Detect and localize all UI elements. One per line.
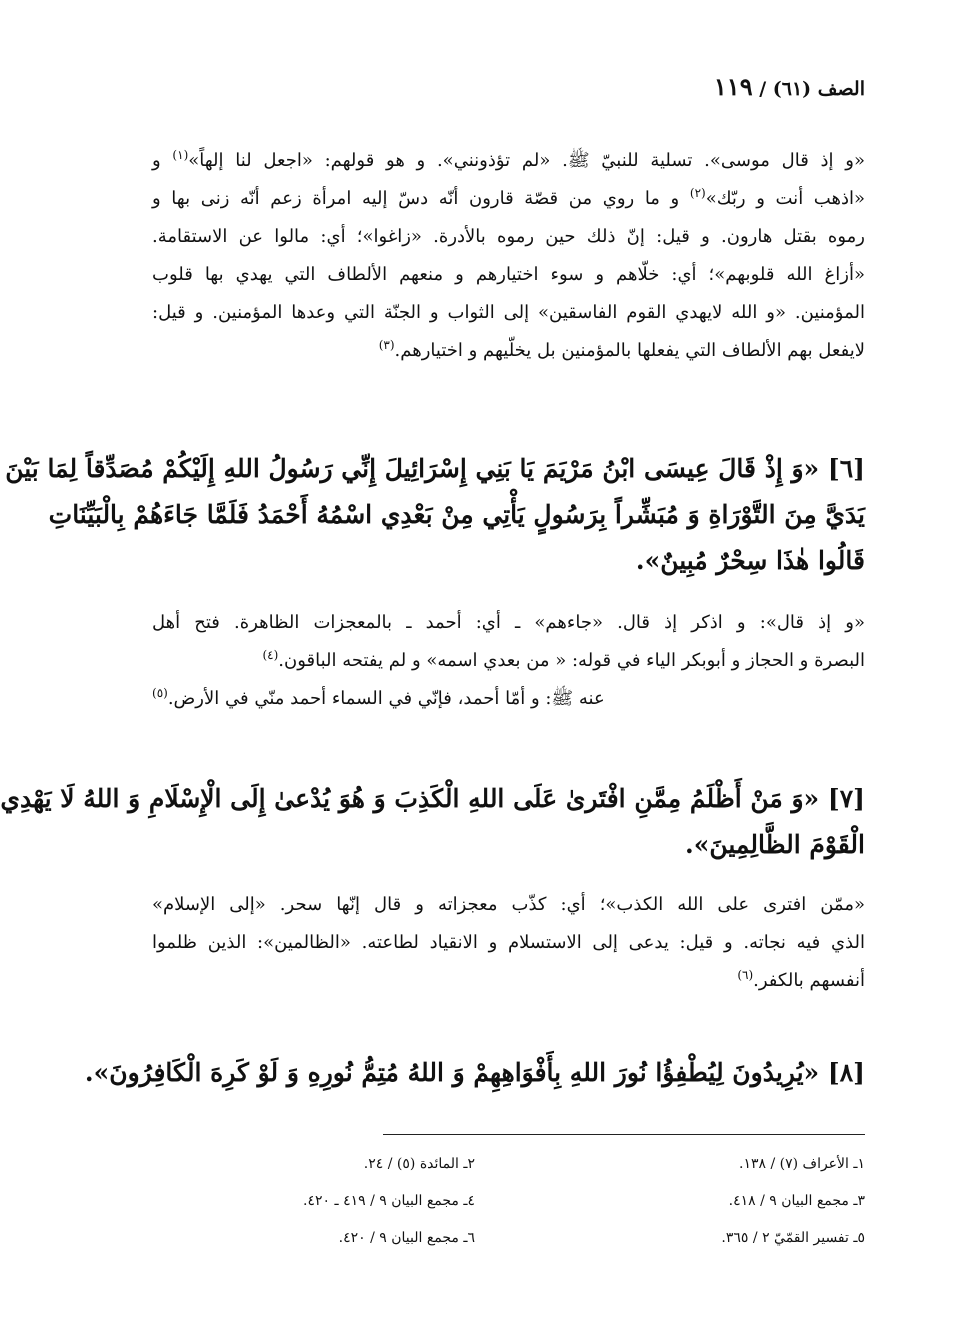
text-line: الذي فيه نجاته. و قيل: يدعى إلى الاستسلام و الانقياد لطاعته. «الظالمين»: الذين ظلموا (152, 932, 865, 953)
footnote-marker: (٥) (152, 686, 168, 700)
commentary-paragraph-3 (152, 886, 865, 1000)
footnote-marker: (٦) (737, 968, 754, 982)
footnote-1: ١ـ الأعراف (٧) / ١٣٨. (739, 1156, 865, 1172)
page-number: ١١٩ (713, 72, 753, 101)
quran-verse-7 (0, 776, 865, 868)
text-line: أنفسهم بالكفر.$^{(٦)}$ (737, 968, 865, 991)
text-line: «و إذ قال موسى». تسلية للنبيّ ﷺ. «لم تؤذونني». و هو قولهم: «اجعل لنا إلهاً»$^{(١)}$ و (152, 148, 865, 171)
commentary-paragraph-1 (152, 142, 865, 370)
verse-line: [٦] «وَ إِذْ قَالَ عِيسَى ابْنُ مَرْيَمَ يَا بَنِي إِسْرَائِيلَ إِنِّي رَسُولُ اللهِ إِلَيْكُمْ مُصَدِّقاً لِمَا بَيْنَ (5, 454, 865, 483)
footnote-marker: (١) (172, 148, 189, 162)
footnote-5: ٥ـ تفسير القمّيّ ٢ / ٣٦٥. (721, 1230, 865, 1246)
footnote-2: ٢ـ المائدة (٥) / ٢٤. (363, 1156, 475, 1172)
verse-line: الْقَوْمَ الظَّالِمِينَ». (685, 830, 865, 859)
quran-verse-8 (84, 1050, 865, 1096)
text-line: عنه ﷺ: و أمّا أحمد، فإنّي في السماء أحمد منّي في الأرض.$^{(٥)}$ (152, 686, 605, 709)
footnote-marker: (٤) (262, 648, 279, 662)
commentary-paragraph-2 (152, 604, 865, 718)
text-line: لايفعل بهم الألطاف التي يفعلها بالمؤمنين بل يخلّيهم و اختيارهم.$^{(٣)}$ (378, 338, 865, 361)
text-line: «و إذ قال»: و اذكر إذ قال. «جاءهم» ـ أي: أحمد ـ بالمعجزات الظاهرة. فتح أهل (152, 612, 865, 633)
text-line: البصرة و الحجاز و أبوبكر الياء في قوله: « من بعدي اسمه» و لم يفتحه الباقون.$^{(٤)}$ (262, 648, 865, 671)
verse-line: [٧] «وَ مَنْ أَظْلَمُ مِمَّنِ افْتَرىٰ عَلَى اللهِ الْكَذِبَ وَ هُوَ يُدْعىٰ إِلَى الْإِسْلَامِ وَ اللهُ لَا يَهْدِي (0, 784, 865, 813)
text-line: المؤمنين. «و الله لايهدي القوم الفاسقين» إلى الثواب و الجنّة التي وعدها المؤمنين. و قيل: (152, 302, 865, 323)
text-line: «أزاغ الله قلوبهم»؛ أي: خلّاهم و سوء اختيارهم و منعهم الألطاف التي يهدي بها قلوب (152, 264, 865, 285)
running-header (714, 72, 865, 101)
verse-line: يَدَيَّ مِنَ التَّوْرَاةِ وَ مُبَشِّراً بِرَسُولٍ يَأْتِي مِنْ بَعْدِي اسْمُهُ أَحْمَدُ فَلَمَّا جَاءَهُمْ بِالْبَيِّنَاتِ (48, 500, 865, 529)
text-line: «ممّن افترى على الله الكذب»؛ أي: كذّب معجزاته و قال إنّها سحر. «إلى الإسلام» (152, 894, 865, 915)
text-line: رموه بقتل هارون. و قيل: إنّ ذلك حين رموه بالأدرة. «زاغوا»؛ أي: مالوا عن الاستقامة. (152, 226, 865, 247)
quran-verse-6 (5, 446, 865, 584)
footnote-6: ٦ـ مجمع البيان ٩ / ٤٢٠. (338, 1230, 475, 1246)
footnote-divider (383, 1134, 865, 1135)
verse-line: [٨] «يُرِيدُونَ لِيُطْفِؤُا نُورَ اللهِ بِأَفْوَاهِهِمْ وَ اللهُ مُتِمُّ نُورِهِ وَ لَوْ كَرِهَ الْكَافِرُونَ». (84, 1058, 865, 1087)
footnote-marker: (٣) (378, 338, 395, 352)
text-line: «اذهب أنت و ربّك»$^{(٢)}$ و ما روي من قصّة قارون أنّه دسّ إليه امرأة زعم أنّه زنى بها و (152, 186, 865, 209)
footnote-3: ٣ـ مجمع البيان ٩ / ٤١٨. (728, 1193, 865, 1209)
surah-reference: الصف (٦١) / (759, 78, 865, 100)
verse-line: قَالُوا هٰذَا سِحْرٌ مُبِينٌ». (635, 546, 865, 575)
footnote-4: ٤ـ مجمع البيان ٩ / ٤١٩ ـ ٤٢٠. (303, 1193, 475, 1209)
footnote-marker: (٢) (689, 186, 706, 200)
